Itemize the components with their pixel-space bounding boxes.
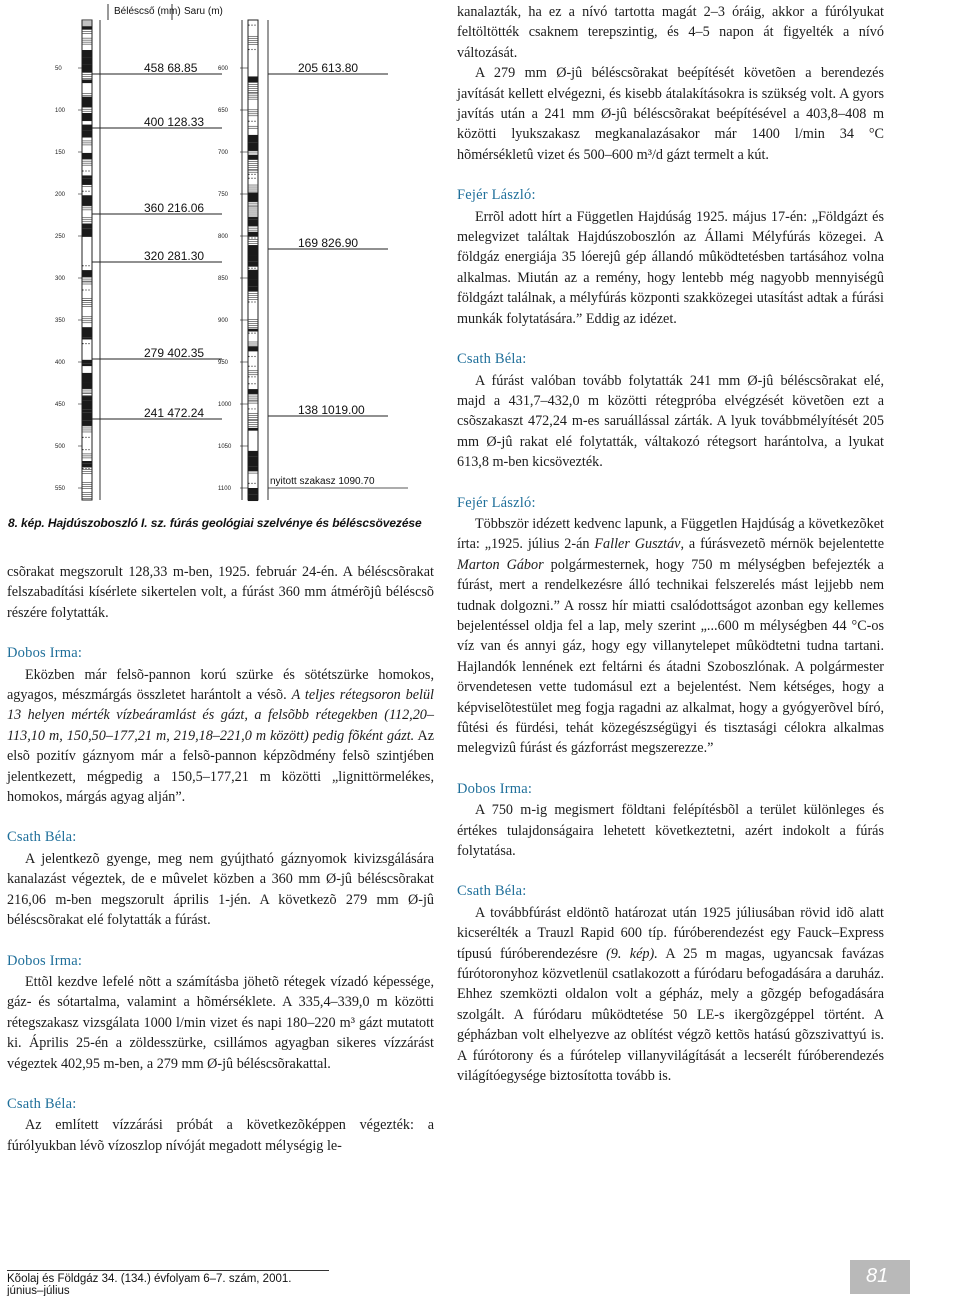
depth-tick-label: 850	[218, 276, 229, 282]
depth-tick-label: 700	[218, 150, 229, 156]
depth-tick-label: 600	[218, 66, 229, 72]
speaker-label: Csath Béla:	[7, 1095, 77, 1112]
speaker-label: Dobos Irma:	[7, 952, 83, 969]
speaker-label: Csath Béla:	[457, 883, 527, 900]
casing-label: 458 68.85	[144, 61, 198, 75]
paragraph: csõrakat megszorult 128,33 m-ben, 1925. február 24-én. A béléscsõrakat felszabadítási kísérlete sikertelen volt, a fúrást 360 mm átmérõjû béléscsõ részére folytatták.	[7, 564, 434, 621]
depth-tick-label: 200	[55, 192, 66, 198]
paragraph: Az említett vízzárási próbát a következõképpen végezték: a fúrólyukban lévõ vízoszlop nívóját megadott mélységig le-	[7, 1117, 434, 1154]
speaker-label: Dobos Irma:	[7, 645, 83, 662]
paragraph: Ettõl kezdve lefelé nõtt a számításba jöhetõ rétegek vízadó képessége, gáz- és sótartalma, valamint a hõmérséklete. A 335,4–339,0 m közötti rétegszakasz vizsgálata 1000 l/min vizet és napi 180–220 m³ gázt mutatott ki. Április 25-én a zöldesszürke, csillámos agyagban sikeres vízzárást végeztek 402,95 m-ben, a 279 mm Ø-jû béléscsõrakattal.	[7, 973, 434, 1072]
journal-footer: Kõolaj és Földgáz 34. (134.) évfolyam 6–7. szám, 2001. június–július	[7, 1270, 329, 1296]
casing-label: 169 826.90	[298, 236, 359, 250]
paragraph: A 750 m-ig megismert földtani felépítésbõl a terület különleges és értékes tulajdonságaira lehetett következtetni, azért indokolt a fúrás folytatása.	[457, 802, 884, 860]
paragraph: kanalazták, ha ez a nívó tartotta magát 2–3 óráig, akkor a fúrólyukat feltöltötték csaknem terepszintig, és 4–5 napon át figyelték a nívó változását.	[457, 4, 884, 61]
depth-tick-label: 250	[55, 234, 66, 240]
depth-tick-label: 300	[55, 276, 66, 282]
depth-tick-label: 450	[55, 402, 66, 408]
depth-tick-label: 1050	[218, 444, 232, 450]
header-shoe-depth: Saru (m)	[184, 6, 223, 17]
depth-tick-label: 950	[218, 360, 229, 366]
geological-log-figure	[52, 2, 438, 508]
depth-tick-label: 100	[55, 108, 66, 114]
borehole-log-drawing	[52, 2, 438, 508]
depth-tick-label: 1000	[218, 402, 232, 408]
speaker-label: Csath Béla:	[7, 829, 77, 846]
depth-tick-label: 350	[55, 318, 66, 324]
paragraph: A továbbfúrást eldöntõ határozat után 1925 júliusában rövid idõ alatt kicserélték a Trauzl Rapid 600 típ. fúróberendezést egy Fauck–Express típusú fúróberendezésre (9. kép). A 25 m magas, ugyancsak favázas fúrótoronyhoz közvetlenül csatlakozott a fúródaru befogadására a daruház. Ehhez szemközti oldalon volt a gépház, mely a gõzgép befogadására szolgált. A fúródaru mûködtetése 50 LE-s ikergõzgéppel történt. A gépházban volt elhelyezve az oblítést végzõ kettõs hatású gõzszivattyú is. A fúrótorony és a fúrótelep villanyvilágítását a lecserélt fúróberendezés világítóegysége biztosította tovább is.	[457, 904, 885, 1085]
open-section-label: nyitott szakasz 1090.70	[270, 476, 375, 487]
right-column	[457, 2, 884, 1087]
casing-label: 320 281.30	[144, 249, 205, 263]
casing-label: 241 472.24	[144, 406, 205, 420]
depth-tick-label: 150	[55, 150, 66, 156]
paragraph: Errõl adott hírt a Független Hajdúság 1925. május 17-én: „Földgázt és melegvizet találtak Hajdúszoboszlón az Állami Mélyfúrás közegei. A földgáz energiája 35 lóerejû gép állandó mûködtetésben tartásához volna alkalmas. Miután az a remény, hogy lentebb még nagyobb mennyiségû földgázt találnak, a mélyfúrás központi szakközegei utasítást adtak a fúrási munkák folytatására.” Eddig az idézet.	[457, 208, 884, 327]
depth-tick-label: 750	[218, 192, 229, 198]
figure-caption: 8. kép. Hajdúszoboszló I. sz. fúrás geológiai szelvénye és béléscsövezése	[8, 516, 422, 530]
depth-tick-label: 400	[55, 360, 66, 366]
depth-tick-label: 1100	[218, 486, 231, 492]
casing-label: 279 402.35	[144, 346, 205, 360]
depth-tick-label: 650	[218, 108, 229, 114]
casing-label: 360 216.06	[144, 201, 205, 215]
speaker-label: Fejér László:	[457, 187, 536, 204]
page-number: 81	[866, 1265, 889, 1287]
depth-tick-label: 50	[55, 66, 62, 72]
page-number-box	[850, 1260, 910, 1294]
depth-tick-label: 550	[55, 486, 66, 492]
header-pipe-diameter: Béléscső (mm)	[114, 6, 181, 17]
depth-tick-label: 900	[218, 318, 229, 324]
speaker-label: Csath Béla:	[457, 351, 527, 368]
paragraph: A jelentkezõ gyenge, meg nem gyújtható gáznyomok kivizsgálására kanalazást végeztek, de e mûvelet közben a 360 mm Ø-jû béléscsõrakat 216,06 m-ben megszorult április 1-jén. A következõ 279 mm Ø-jû béléscsõrakat elé folytatták a fúrást.	[7, 850, 434, 929]
depth-tick-label: 500	[55, 444, 66, 450]
speaker-label: Fejér László:	[457, 494, 536, 511]
paragraph: A fúrást valóban tovább folytatták 241 mm Ø-jû béléscsõrakat elé, majd a 431,7–432,0 m közötti rétegpróba elvégzését követõen ezt a csõszakaszt 472,24 m-es saruállással zárták. A lyuk továbbmélyítését 205 mm Ø-jû rakat elé folytatták, váltakozó rétegsort harántolva, a lyukat 613,8 m-ben kicsövezték.	[457, 372, 884, 471]
left-column	[7, 562, 434, 1156]
depth-tick-label: 800	[218, 234, 229, 240]
paragraph: Többször idézett kedvenc lapunk, a Független Hajdúság a következõket írta: „1925. július 2-án Faller Gusztáv, a fúrásvezetõ mérnök bejelentette Marton Gábor polgármesternek, hogy 750 m mélységben befejezték a fúrást, mert a rendelkezésre álló technikai felszerelés mást lejjebb nem tudnak dolgozni.” A rossz hír miatti csalódottságot azonban egy kellemes bejelentéssel oldja fel a lap, mely szerint „...600 m mélységben 44 °C-os víz van és annyi gáz, hogy egy villanytelepet mûködtetni tudna tartani. Hajlandók lennének ezt feltárni és átadni Szoboszlónak. A polgármester örvendetesen vette tudomásul ezt a bejelentést. Nem kétséges, hogy a képviselõtestület meg fogja ragadni az alkalmat, hogy a gyógyerõvel bíró, fûtési és fürdési, tehát közegészségügyi és tisztasági célokra alkalmas melegvizû fúrást és gázforrást megszerezze.”	[457, 515, 884, 757]
paragraph: Eközben már felsõ-pannon korú szürke és sötétszürke homokos, agyagos, mészmárgás összletet harántolt a vésõ. A teljes rétegsoron belül 13 helyen mérték vízbeáramlást és gázt, a felsõbb rétegekben (112,20–113,10 m, 150,50–177,21 m, 219,18–221,0 m között) pedig fõként gázt. Az elsõ pozitív gáznyom már a felsõ-pannon képzõdmény felsõ szintjében jelentkezett, mégpedig a 150,5–177,21 m közötti „lignittörmelékes, homokos, márgás agyag alján”.	[7, 666, 434, 806]
casing-label: 400 128.33	[144, 115, 205, 129]
casing-label: 205 613.80	[298, 61, 359, 75]
paragraph: A 279 mm Ø-jû béléscsõrakat beépítését követõen a berendezés javítását kellett elvégezni, és kisebb átalakításokra is szükség volt. A gyors javítás után a 241 mm Ø-jû béléscsõrakat beépítésével a 403,8–408 m közötti lyukszakasz megkanalazásakor már 1400 l/min 34 °C hõmérsékletû vizet és 500–600 m³/d gázt termelt a kút.	[457, 65, 884, 163]
speaker-label: Dobos Irma:	[457, 780, 533, 797]
casing-label: 138 1019.00	[298, 403, 365, 417]
